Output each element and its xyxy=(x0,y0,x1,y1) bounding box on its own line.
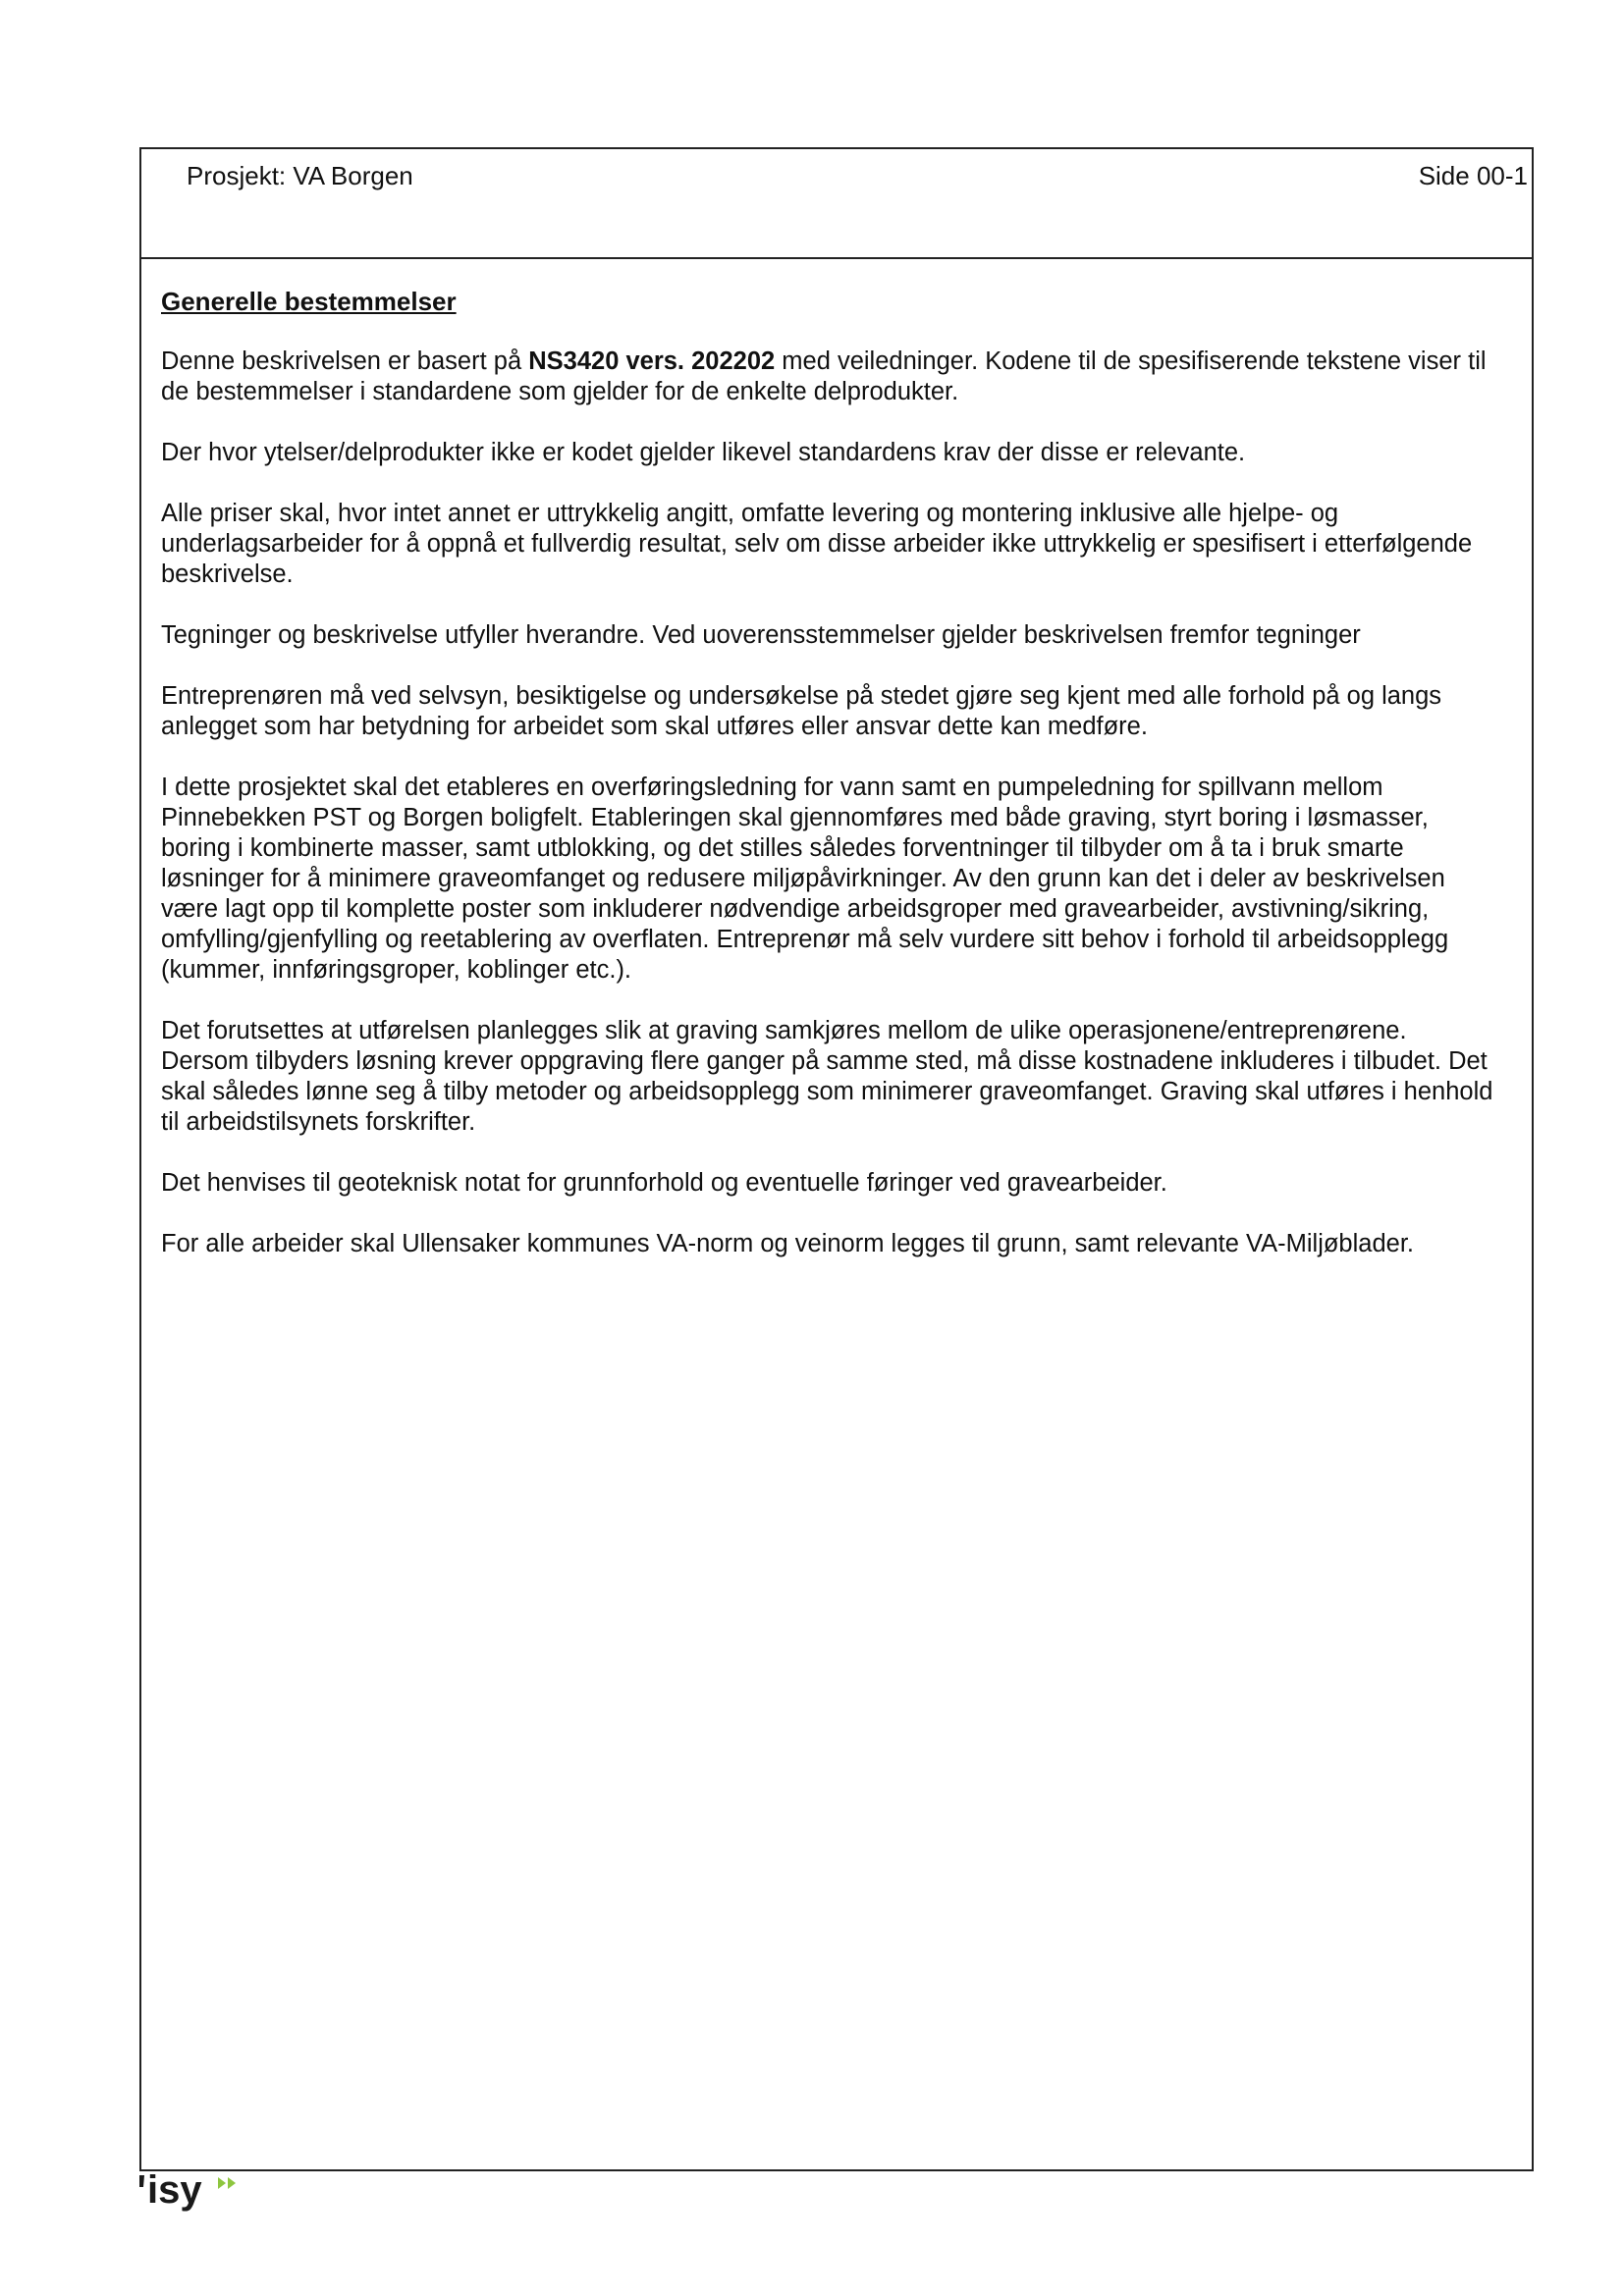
paragraph-excavation: Det forutsettes at utførelsen planlegges slik at graving samkjøres mellom de ulike operasjonene/entreprenørene. Dersom tilbyders løsning krever oppgraving flere ganger på samme sted, må disse kostnadene inkluderes i tilbudet. Det skal således lønne seg å tilby metoder og arbeidsopplegg som minimerer graveomfanget. Graving skal utføres i henhold til arbeidstilsynets forskrifter. xyxy=(161,1017,1493,1136)
paragraph-project: I dette prosjektet skal det etableres en overføringsledning for vann samt en pumpeledning for spillvann mellom Pinnebekken PST og Borgen boligfelt. Etableringen skal gjennomføres med både graving, styrt boring i løsmasser, boring i kombinerte masser, samt utblokking, og det stilles således forventninger til tilbyder om å ta i bruk smarte løsninger for å minimere graveomfanget og redusere miljøpåvirkninger. Av den grunn kan det i deler av beskrivelsen være lagt opp til komplette poster som inkluderer nødvendige arbeidsgroper med gravearbeider, avstivning/sikring, omfylling/gjenfylling og reetablering av overflaten. Entreprenør må selv vurdere sitt behov i forhold til arbeidsopplegg (kummer, innføringsgroper, koblinger etc.). xyxy=(161,774,1449,984)
logo-arrow-1 xyxy=(218,2177,226,2189)
paragraph-norms: For alle arbeider skal Ullensaker kommunes VA-norm og veinorm legges til grunn, samt relevante VA-Miljøblader. xyxy=(161,1230,1414,1257)
page-number: Side 00-1 xyxy=(1418,161,1528,190)
page-header xyxy=(141,149,1532,259)
paragraph-standard-text-1: Denne beskrivelsen er basert på xyxy=(161,347,529,375)
logo-tick xyxy=(139,2175,144,2187)
logo-text: isy xyxy=(147,2168,202,2212)
paragraph-uncoded: Der hvor ytelser/delprodukter ikke er kodet gjelder likevel standardens krav der disse er relevante. xyxy=(161,439,1246,466)
paragraph-contractor: Entreprenøren må ved selvsyn, besiktigelse og undersøkelse på stedet gjøre seg kjent med alle forhold på og langs anlegget som har betydning for arbeidet som skal utføres eller ansvar dette kan medføre. xyxy=(161,682,1442,740)
document-body xyxy=(161,287,1496,1290)
standard-reference: NS3420 vers. 202202 xyxy=(528,347,776,375)
isy-logo xyxy=(135,2167,244,2213)
section-title: Generelle bestemmelser xyxy=(161,287,457,316)
project-name: Prosjekt: VA Borgen xyxy=(187,161,413,190)
paragraph-drawings: Tegninger og beskrivelse utfyller hverandre. Ved uoverensstemmelser gjelder beskrivelsen fremfor tegninger xyxy=(161,621,1361,649)
logo-arrow-2 xyxy=(228,2177,236,2189)
paragraph-standard xyxy=(161,347,1496,407)
paragraph-geotechnical: Det henvises til geoteknisk notat for grunnforhold og eventuelle føringer ved gravearbeider. xyxy=(161,1169,1167,1197)
paragraph-prices: Alle priser skal, hvor intet annet er uttrykkelig angitt, omfatte levering og montering inklusive alle hjelpe- og underlagsarbeider for å oppnå et fullverdig resultat, selv om disse arbeider ikke uttrykkelig er spesifisert i etterfølgende beskrivelse. xyxy=(161,500,1473,588)
paragraph-standard-text-2: med veiledninger. Kodene til de spesifiserende tekstene viser til de bestemmelser i standardene som gjelder for de enkelte delprodukter. xyxy=(161,347,1487,405)
page-frame xyxy=(139,147,1534,2171)
